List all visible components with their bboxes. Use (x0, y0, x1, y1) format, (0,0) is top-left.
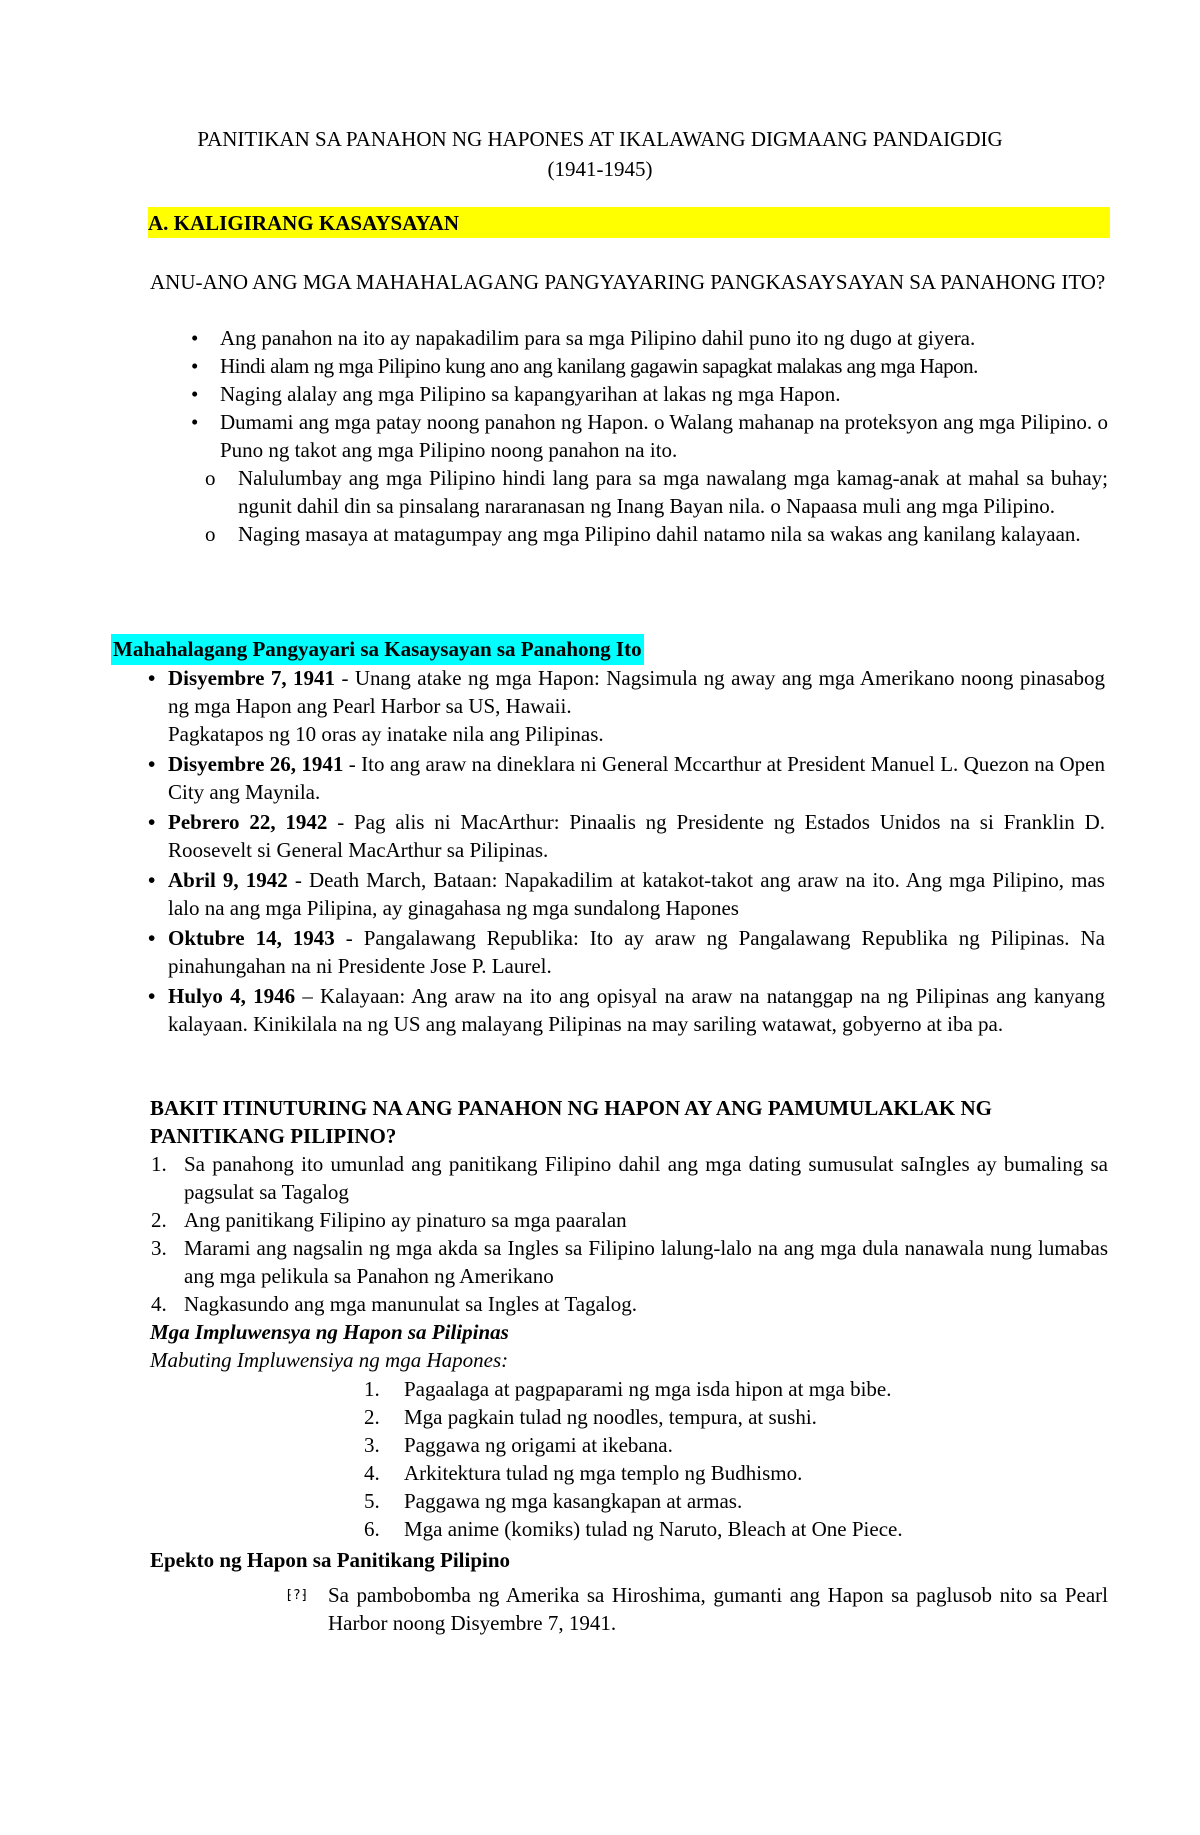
bullet-marker: • (148, 810, 156, 834)
influences-heading: Mga Impluwensya ng Hapon sa Pilipinas (150, 1320, 509, 1344)
bullet-marker: • (148, 984, 156, 1008)
list-item: 4. Arkitektura tulad ng mga templo ng Budhismo. (364, 1461, 803, 1485)
event-date: Oktubre 14, 1943 (168, 926, 335, 950)
context-bullet-list (191, 324, 1108, 464)
bullet-marker: • (148, 926, 156, 950)
sub-bullet-marker: o (205, 466, 216, 490)
effects-list (285, 1581, 1108, 1637)
list-item: o Nalulumbay ang mga Pilipino hindi lang para sa mga nawalang mga kamag-anak at mahal sa buhay; ngunit dahil din sa pinsalang nararanasan ng Inang Bayan nila. o Napaasa muli ang mga Pilipino. (205, 466, 1108, 518)
reasons-list (151, 1150, 1108, 1318)
list-item: 1. Pagaalaga at pagpaparami ng mga isda hipon at mga bibe. (364, 1377, 892, 1401)
section-a-heading: A. KALIGIRANG KASAYSAYAN (148, 211, 460, 235)
list-item: • Naging alalay ang mga Pilipino sa kapangyarihan at lakas ng mga Hapon. (191, 382, 841, 406)
bullet-marker: • (191, 410, 199, 434)
event-date: Abril 9, 1942 (168, 868, 288, 892)
list-item: • Hindi alam ng mga Pilipino kung ano ang kanilang gagawin sapagkat malakas ang mga Hapon. (191, 354, 978, 378)
question-2: BAKIT ITINUTURING NA ANG PANAHON NG HAPON AY ANG PAMUMULAKLAK NG PANITIKANG PILIPINO? (150, 1096, 992, 1148)
bullet-marker: • (148, 868, 156, 892)
list-item: ⁅?⁆ Sa pambobomba ng Amerika sa Hiroshima, gumanti ang Hapon sa paglusob nito sa Pearl Harbor noong Disyembre 7, 1941. (285, 1583, 1108, 1635)
event-date: Disyembre 26, 1941 (168, 752, 344, 776)
event-item: • Oktubre 14, 1943 - Pangalawang Republika: Ito ay araw ng Pangalawang Republika ng Pilipinas. Na pinahungahan na ni Presidente Jose P. Laurel. (148, 926, 1105, 978)
list-item: 5. Paggawa ng mga kasangkapan at armas. (364, 1489, 743, 1513)
good-influences-heading: Mabuting Impluwensiya ng mga Hapones: (150, 1348, 509, 1372)
list-item: 1. Sa panahong ito umunlad ang panitikang Filipino dahil ang mga dating sumusulat saIngles ay bumaling sa pagsulat sa Tagalog (151, 1152, 1108, 1204)
question-1: ANU-ANO ANG MGA MAHAHALAGANG PANGYAYARING PANGKASAYSAYAN SA PANAHONG ITO? (150, 270, 1106, 294)
context-sub-list (205, 464, 1108, 548)
event-item: • Hulyo 4, 1946 – Kalayaan: Ang araw na ito ang opisyal na araw na natanggap na ng Pilipinas ang kanyang kalayaan. Kinikilala na ng US ang malayang Pilipinas na may sariling watawat, gobyerno at iba pa. (148, 984, 1105, 1036)
unknown-glyph-marker: ⁅?⁆ (285, 1588, 309, 1603)
event-item: • Disyembre 7, 1941 - Unang atake ng mga Hapon: Nagsimula ng away ang mga Amerikano noong pinasabog ng mga Hapon ang Pearl Harbor sa US, Hawaii. Pagkatapos ng 10 oras ay inatake nila ang Pilipinas. (148, 666, 1105, 746)
sub-bullet-marker: o (205, 522, 216, 546)
list-item: 3. Marami ang nagsalin ng mga akda sa Ingles sa Filipino lalung-lalo na ang mga dula nanawala nung lumabas ang mga pelikula sa Panahon ng Amerikano (151, 1236, 1108, 1288)
list-item: o Naging masaya at matagumpay ang mga Pilipino dahil natamo nila sa wakas ang kanilang kalayaan. (205, 522, 1081, 546)
list-item: 2. Ang panitikang Filipino ay pinaturo sa mga paaralan (151, 1208, 627, 1232)
bullet-marker: • (191, 326, 199, 350)
event-item: • Disyembre 26, 1941 - Ito ang araw na dineklara ni General Mccarthur at President Manuel L. Quezon na Open City ang Maynila. (148, 752, 1105, 804)
event-date: Pebrero 22, 1942 (168, 810, 328, 834)
good-influences-list (364, 1375, 1104, 1543)
list-item: 6. Mga anime (komiks) tulad ng Naruto, Bleach at One Piece. (364, 1517, 903, 1541)
list-item: 2. Mga pagkain tulad ng noodles, tempura, at sushi. (364, 1405, 817, 1429)
events-list (148, 664, 1105, 1040)
bullet-marker: • (148, 666, 156, 690)
list-item: • Ang panahon na ito ay napakadilim para sa mga Pilipino dahil puno ito ng dugo at giyera. (191, 326, 976, 350)
section-a-heading-highlight (148, 207, 1110, 238)
event-date: Disyembre 7, 1941 (168, 666, 336, 690)
list-item: • Dumami ang mga patay noong panahon ng Hapon. o Walang mahanap na proteksyon ang mga Pilipino. o Puno ng takot ang mga Pilipino noong panahon na ito. (191, 410, 1108, 462)
list-item: 4. Nagkasundo ang mga manunulat sa Ingles at Tagalog. (151, 1292, 638, 1316)
bullet-marker: • (148, 752, 156, 776)
bullet-marker: • (191, 354, 199, 378)
document-title (0, 124, 1200, 184)
list-item: 3. Paggawa ng origami at ikebana. (364, 1433, 673, 1457)
effects-heading: Epekto ng Hapon sa Panitikang Pilipino (150, 1548, 511, 1572)
events-heading: Mahahalagang Pangyayari sa Kasaysayan sa Panahong Ito (111, 634, 644, 665)
event-item: • Pebrero 22, 1942 - Pag alis ni MacArthur: Pinaalis ng Presidente ng Estados Unidos na si Franklin D. Roosevelt si General MacArthur sa Pilipinas. (148, 810, 1105, 862)
title-line-1: PANITIKAN SA PANAHON NG HAPONES AT IKALAWANG DIGMAANG PANDAIGDIG (197, 127, 1003, 151)
event-item: • Abril 9, 1942 - Death March, Bataan: Napakadilim at katakot-takot ang araw na ito. Ang mga Pilipino, mas lalo na ang mga Pilipina, ay ginagahasa ng mga sundalong Hapones (148, 868, 1105, 920)
title-line-2: (1941-1945) (547, 157, 653, 181)
event-date: Hulyo 4, 1946 (168, 984, 296, 1008)
bullet-marker: • (191, 382, 199, 406)
